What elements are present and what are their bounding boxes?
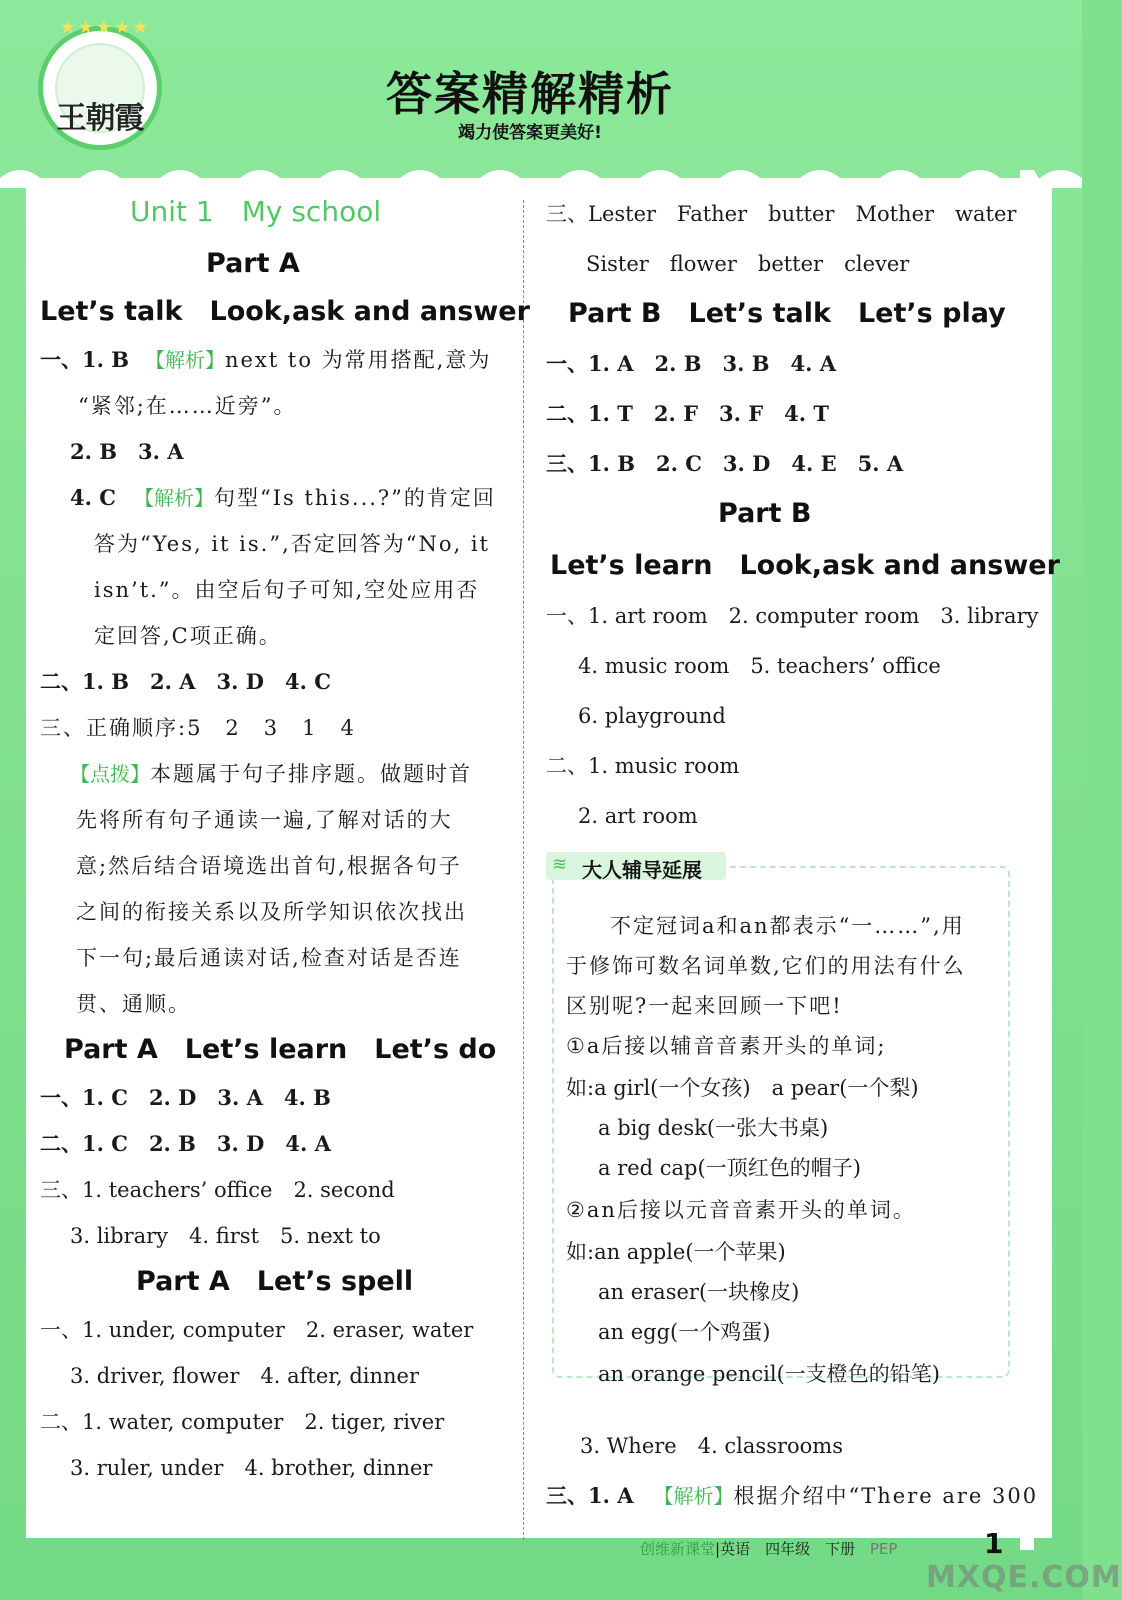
answer-line: 三、Lester Father butter Mother water xyxy=(546,202,1017,226)
answer-line: 一、1. C 2. D 3. A 4. B xyxy=(40,1085,331,1110)
tip-text: 先将所有句子通读一遍,了解对话的大 xyxy=(76,808,453,832)
answer-line: 二、1. music room xyxy=(546,754,740,778)
column-divider xyxy=(523,200,524,1540)
answer-line xyxy=(70,486,496,510)
answer-line: 二、1. T 2. F 3. F 4. T xyxy=(546,401,830,426)
tip-text: 贯、通顺。 xyxy=(76,992,191,1016)
analysis-tag: 【解析】 xyxy=(144,348,225,372)
answer-line: Sister flower better clever xyxy=(586,252,910,276)
box-text: an orange pencil(一支橙色的铅笔) xyxy=(598,1362,940,1386)
answer-line xyxy=(40,348,491,372)
box-text: ①a后接以辅音音素开头的单词; xyxy=(566,1034,887,1058)
answer-line: 三、1. teachers’ office 2. second xyxy=(40,1178,395,1202)
page-title: 答案精解精析 xyxy=(386,67,674,121)
tip-line xyxy=(70,762,472,786)
section-heading: Let’s learn Look,ask and answer xyxy=(550,550,1060,581)
section-heading: Part B Let’s talk Let’s play xyxy=(568,298,1006,329)
answer-line: 三、1. B 2. C 3. D 4. E 5. A xyxy=(546,451,904,476)
answer-line: 三、正确顺序:5 2 3 1 4 xyxy=(40,716,356,740)
box-text: 于修饰可数名词单数,它们的用法有什么 xyxy=(566,954,966,978)
right-wave-border xyxy=(1020,170,1082,1550)
analysis-text: 根据介绍中“There are 300 xyxy=(733,1484,1039,1508)
tip-text: 之间的衔接关系以及所学知识依次找出 xyxy=(76,900,467,924)
answer-line: 一、1. A 2. B 3. B 4. A xyxy=(546,351,837,376)
section-heading: Part B xyxy=(718,498,812,529)
footer-info: |英语 四年级 下册 xyxy=(715,1540,856,1558)
analysis-text: 答为“Yes, it is.”,否定回答为“No, it xyxy=(94,532,490,556)
section-heading: Part A Let’s spell xyxy=(136,1266,414,1297)
answer-line: 3. library 4. first 5. next to xyxy=(70,1224,381,1248)
tip-text: 意;然后结合语境选出首句,根据各句子 xyxy=(76,854,462,878)
wave-icon: ≋ xyxy=(552,854,568,875)
answer-line: 4. music room 5. teachers’ office xyxy=(578,654,941,678)
section-heading: Part A xyxy=(206,248,300,279)
analysis-text: 句型“Is this...?”的肯定回 xyxy=(213,486,496,510)
box-title: 大人辅导延展 xyxy=(582,858,702,882)
answer-line: 二、1. C 2. B 3. D 4. A xyxy=(40,1131,331,1156)
unit-heading: Unit 1 My school xyxy=(130,195,382,228)
answer-line: 2. B 3. A xyxy=(70,439,184,464)
watermark: MXQE.COM xyxy=(926,1560,1122,1595)
answer-number: 4. C xyxy=(70,485,116,510)
footer-edition: PEP xyxy=(869,1540,898,1558)
page-number: 1 xyxy=(984,1527,1004,1560)
box-text: 如:an apple(一个苹果) xyxy=(566,1240,786,1264)
box-text: an eraser(一块橡皮) xyxy=(598,1280,800,1304)
answer-line: 二、1. B 2. A 3. D 4. C xyxy=(40,669,331,694)
logo-text: 王朝霞 xyxy=(56,101,144,136)
footer-brand: 创维新课堂 xyxy=(640,1540,716,1558)
analysis-text: 定回答,C项正确。 xyxy=(94,624,282,648)
analysis-text: isn’t.”。由空后句子可知,空处应用否 xyxy=(94,578,480,602)
box-text: 如:a girl(一个女孩) a pear(一个梨) xyxy=(566,1076,919,1100)
answer-line: 二、1. water, computer 2. tiger, river xyxy=(40,1410,445,1434)
answer-line: 6. playground xyxy=(578,704,726,728)
answer-line: 3. Where 4. classrooms xyxy=(580,1434,843,1458)
page-footer xyxy=(640,1538,897,1559)
tip-tag: 【点拨】 xyxy=(70,762,150,786)
answer-line: 3. ruler, under 4. brother, dinner xyxy=(70,1456,433,1480)
box-text: a red cap(一顶红色的帽子) xyxy=(598,1156,861,1180)
analysis-text: next to 为常用搭配,意为 xyxy=(224,348,492,372)
section-heading: Let’s talk Look,ask and answer xyxy=(40,296,530,327)
box-text: 不定冠词a和an都表示“一……”,用 xyxy=(610,914,965,938)
brand-logo xyxy=(38,17,162,150)
analysis-tag: 【解析】 xyxy=(133,486,214,510)
section-heading: Part A Let’s learn Let’s do xyxy=(64,1034,497,1065)
answer-line xyxy=(546,1484,1038,1508)
page-subtitle: 竭力使答案更美好! xyxy=(458,123,602,143)
box-text: 区别呢?一起来回顾一下吧! xyxy=(566,994,843,1018)
box-text: a big desk(一张大书桌) xyxy=(598,1116,829,1140)
answer-number: 一、1. B xyxy=(40,347,129,372)
answer-line: 一、1. art room 2. computer room 3. library xyxy=(546,604,1039,628)
answer-line: 一、1. under, computer 2. eraser, water xyxy=(40,1318,474,1342)
box-text: an egg(一个鸡蛋) xyxy=(598,1320,771,1344)
analysis-text: “紧邻;在……近旁”。 xyxy=(78,394,297,418)
tip-text: 本题属于句子排序题。做题时首 xyxy=(150,762,472,786)
tutor-extension-header xyxy=(546,848,726,882)
tip-text: 下一句;最后通读对话,检查对话是否连 xyxy=(76,946,462,970)
answer-number: 三、1. A xyxy=(546,1483,634,1508)
answer-line: 2. art room xyxy=(578,804,698,828)
star-icon: ★★★★★ xyxy=(59,17,151,38)
answer-line: 3. driver, flower 4. after, dinner xyxy=(70,1364,420,1388)
analysis-tag: 【解析】 xyxy=(653,1484,734,1508)
box-text: ②an后接以元音音素开头的单词。 xyxy=(566,1198,916,1222)
